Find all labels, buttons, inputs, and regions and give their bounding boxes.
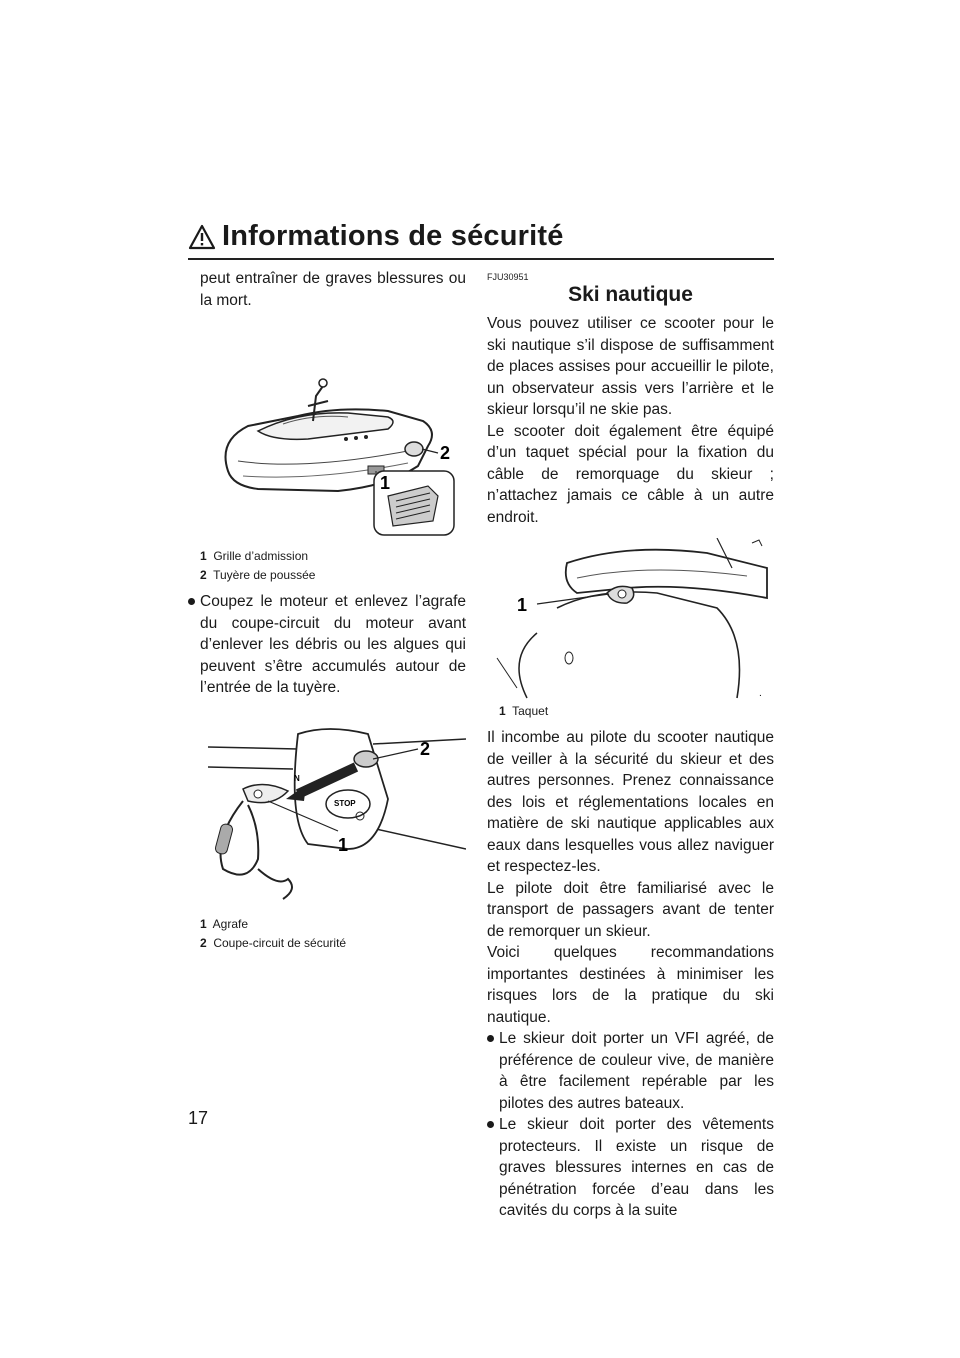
tow-hook-illustration: [487, 538, 774, 708]
page-header: [188, 222, 774, 260]
paragraph: Vous pouvez utiliser ce scooter pour le ski nautique s’il dispose de suffisamment de places assises pour accueillir le pilote, un observateur assis vers l’arrière et le skieur lorsqu’il ne skie pas.: [487, 315, 774, 418]
bullet-icon: [487, 1121, 494, 1128]
section-code: FJU30951: [487, 272, 529, 282]
dial-label: N: [294, 773, 300, 783]
bullet-item: Le skieur doit porter des vêtements protecteurs. Il existe un risque de graves blessures internes en cas de pénétration forcée d’eau dans les cavités du corps à la suite: [487, 1114, 774, 1222]
callout-1: 1: [338, 834, 349, 855]
bullet-item: Coupez le moteur et enlevez l’agrafe du coupe-circuit du moteur avant d’enlever les débris ou les algues qui peuvent s’être accumulés autour de l’entrée de la tuyère.: [188, 591, 466, 699]
figure3-captions: [487, 702, 774, 721]
callout-1: 1: [380, 473, 391, 493]
paragraph: Voici quelques recommandations importantes destinées à minimiser les risques lors de la pratique du ski nautique.: [487, 944, 774, 1026]
stop-label: STOP: [334, 798, 356, 808]
paragraph: Il incombe au pilote du scooter nautique de veiller à la sécurité du skieur et des autres personnes. Prenez connaissance des lois et réglementations locales en matière de ski nautique applicables aux eaux dans lesquelles vous allez naviguer et respectez-les.: [487, 729, 774, 875]
kill-switch-illustration: [188, 709, 466, 909]
warning-triangle-icon: [188, 224, 216, 250]
bullet-item: Le skieur doit porter un VFI agréé, de préférence de couleur vive, de manière à être facilement repérable par les pilotes des autres bateaux.: [487, 1028, 774, 1114]
callout-2: 2: [420, 738, 431, 759]
figure-tow-hook: [487, 538, 774, 721]
caption-item: 2 Tuyère de poussée: [200, 568, 316, 582]
caption-item: 1 Agrafe: [200, 916, 249, 931]
figure1-captions: [188, 547, 466, 585]
right-column: [487, 268, 774, 1222]
caption-item: 1 Grille d’admission: [200, 549, 309, 563]
page-title: Informations de sécurité: [222, 220, 564, 252]
svg-text:.: .: [759, 688, 762, 699]
left-column: [188, 268, 466, 953]
watercraft-illustration: [188, 321, 466, 541]
figure-kill-switch: [188, 709, 466, 953]
paragraph: Le pilote doit être familiarisé avec le transport de passagers avant de tenter de remorquer un skieur.: [487, 879, 774, 940]
figure-watercraft-intake: [188, 321, 466, 585]
bullet-icon: [188, 598, 195, 605]
figure2-captions: [188, 915, 466, 953]
intro-text: peut entraîner de graves blessures ou la mort.: [200, 270, 466, 309]
caption-item: 2 Coupe-circuit de sécurité: [200, 935, 347, 950]
caption-item: 1 Taquet: [499, 704, 549, 718]
page-number: 17: [188, 1108, 209, 1128]
bullet-icon: [487, 1035, 494, 1042]
paragraph: Le scooter doit également être équipé d’un taquet spécial pour la fixation du câble de remorquage du skieur ; n’attachez jamais ce câble à un autre endroit.: [487, 422, 774, 526]
callout-1: 1: [517, 595, 528, 615]
callout-2: 2: [440, 443, 451, 463]
section-title: Ski nautique: [568, 283, 693, 306]
